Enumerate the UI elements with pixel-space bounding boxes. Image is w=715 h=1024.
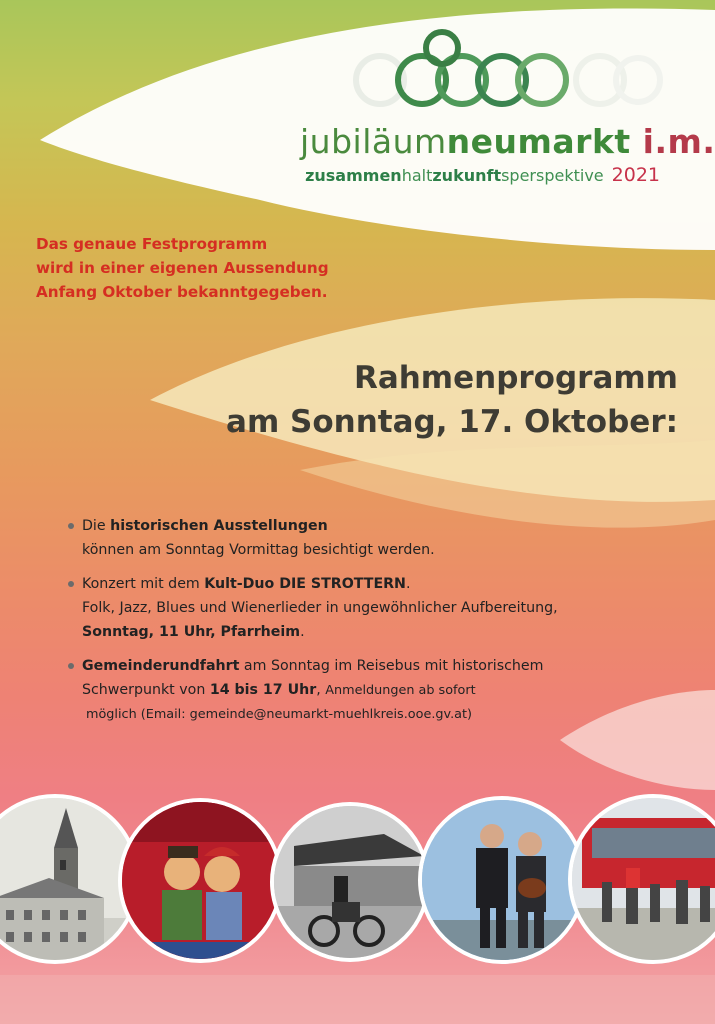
page-title	[200, 356, 678, 444]
puppets-illustration	[122, 802, 283, 963]
bold-text: Kult-Duo DIE STROTTERN	[204, 576, 406, 592]
notice-line: Das genaue Festprogramm	[36, 235, 268, 253]
festival-notice	[36, 232, 356, 304]
bold-text: Sonntag, 11 Uhr, Pfarrheim	[82, 624, 301, 640]
list-item	[66, 654, 666, 727]
notice-line: wird in einer eigenen Aussendung	[36, 259, 329, 277]
program-list	[66, 514, 666, 737]
photo-duo-musicians	[418, 796, 586, 964]
bullet-line	[82, 572, 666, 596]
tagline-part-2: halt	[401, 166, 433, 185]
text: .	[300, 624, 305, 640]
motorcycle-illustration	[274, 806, 430, 962]
logo-year: 2021	[611, 164, 660, 186]
logo-word-2: n	[446, 122, 471, 161]
list-item	[66, 514, 666, 562]
tagline-part-1: zusammen	[305, 166, 402, 185]
ring-emblem	[340, 22, 670, 122]
tagline-part-3: zukunft	[432, 166, 502, 185]
bullet-line: Folk, Jazz, Blues und Wienerlieder in ungewöhnlicher Aufbereitung,	[82, 600, 558, 616]
logo-word-4: i.m.	[630, 122, 715, 161]
bullet-dot-icon	[68, 581, 74, 587]
bullet-line	[82, 620, 666, 644]
title-line-2: am Sonntag, 17. Oktober:	[226, 404, 678, 440]
text: .	[405, 576, 411, 592]
small-text: Anmeldungen ab sofort	[325, 683, 476, 698]
text: Konzert mit dem	[82, 576, 205, 592]
photo-strip	[0, 790, 715, 990]
notice-line: Anfang Oktober bekanntgegeben.	[36, 283, 328, 301]
text: am Sonntag im Reisebus mit historischem	[239, 658, 544, 674]
bus-illustration	[572, 798, 715, 964]
tagline-part-4: sperspektive	[501, 166, 604, 185]
list-item	[66, 572, 666, 644]
logo-word-3: eumarkt	[470, 122, 631, 161]
photo-bus-tour	[568, 794, 715, 964]
text: Schwerpunkt von	[82, 682, 210, 698]
bullet-line: können am Sonntag Vormittag besichtigt werden.	[82, 542, 435, 558]
bold-text: Gemeinderundfahrt	[82, 658, 240, 674]
bullet-dot-icon	[68, 523, 74, 529]
bullet-line	[82, 678, 666, 703]
bold-text: 14 bis 17 Uhr	[209, 682, 317, 698]
logo-word-1: jubiläum	[300, 122, 447, 161]
bullet-line: möglich (Email: gemeinde@neumarkt-muehlkreis.ooe.gv.at)	[86, 707, 473, 722]
musicians-illustration	[422, 800, 586, 964]
title-line-1: Rahmenprogramm	[353, 360, 678, 396]
bullet-line	[82, 514, 666, 538]
logo-tagline	[290, 164, 660, 186]
photo-puppets	[118, 798, 283, 963]
text: ,	[316, 682, 326, 698]
bullet-line	[82, 654, 666, 678]
anniversary-logo	[300, 22, 715, 202]
photo-historic-motorcycle	[270, 802, 430, 962]
logo-wordmark	[300, 122, 715, 161]
text: Die	[82, 518, 111, 534]
bullet-dot-icon	[68, 663, 74, 669]
bold-text: historischen Ausstellungen	[110, 518, 328, 534]
